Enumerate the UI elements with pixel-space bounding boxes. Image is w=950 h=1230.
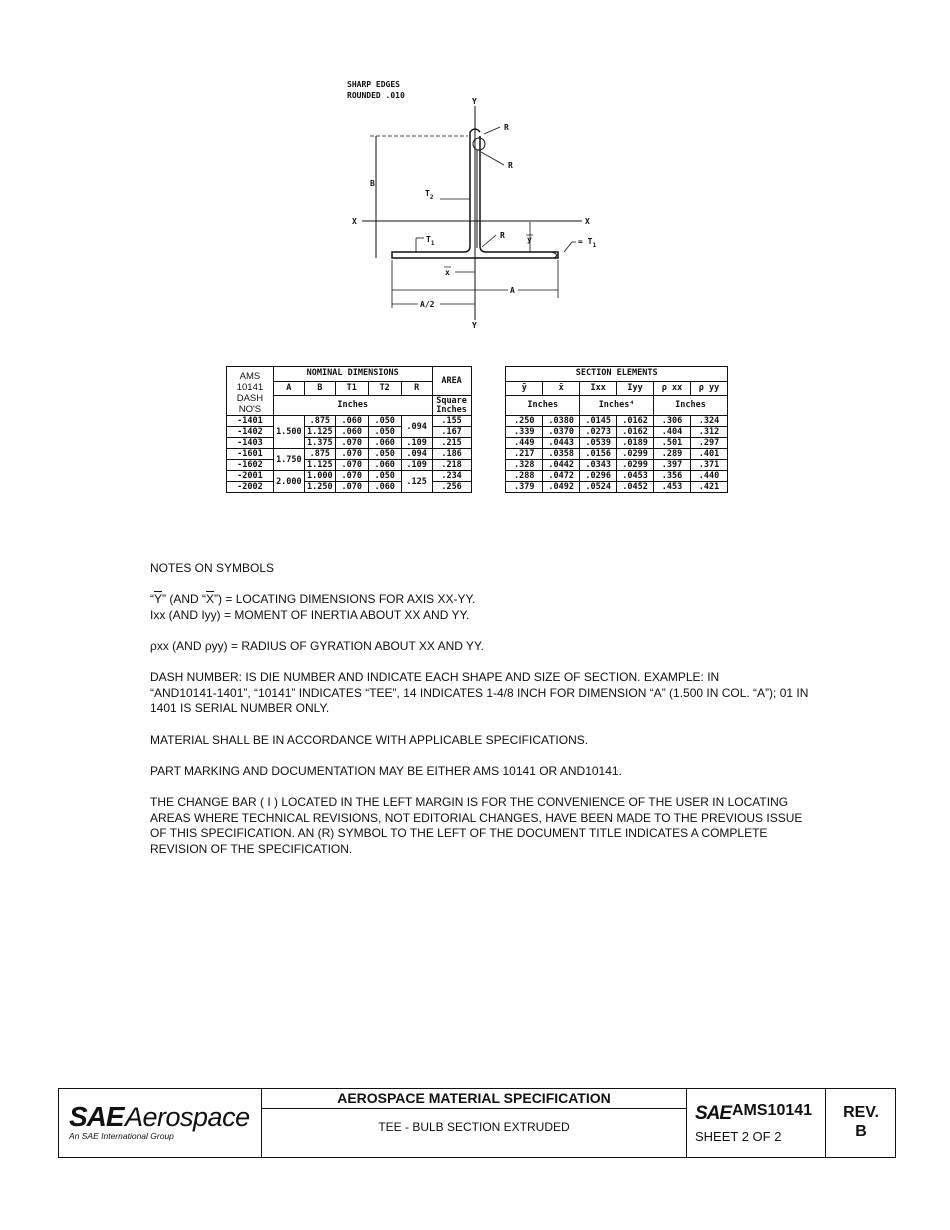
change-note-line3: OF THIS SPECIFICATION. AN (R) SYMBOL TO THE LEFT OF THE DOCUMENT TITLE INDICATES A COMPLETE: [150, 826, 768, 841]
section-elements-header: SECTION ELEMENTS: [506, 367, 728, 382]
t1-cell: .070: [335, 449, 368, 460]
sym1-x: $\overline{X}$: [206, 592, 215, 607]
col-b-header: B: [304, 381, 335, 396]
a-cell: 1.750: [273, 449, 304, 471]
sym1-y: $\overline{Y}$: [154, 592, 163, 607]
area-cell: .215: [432, 438, 471, 449]
xbar-cell: .0380: [543, 416, 580, 427]
t1-cell: .070: [335, 482, 368, 493]
label-r2: R: [508, 161, 513, 170]
xbar-cell: .0370: [543, 427, 580, 438]
xbar-cell: .0358: [543, 449, 580, 460]
x-axis-label-right: X: [585, 217, 590, 226]
tee-section-drawing: [340, 72, 640, 334]
iyy-cell: .0452: [617, 482, 654, 493]
r2-leader: [481, 152, 504, 165]
ybar-cell: .339: [506, 427, 543, 438]
logo-sae-text: SAE: [69, 1101, 124, 1132]
r-cell: .109: [401, 438, 432, 449]
revision-cell: [826, 1089, 896, 1157]
dash-note-line1: DASH NUMBER: IS DIE NUMBER AND INDICATE EACH SHAPE AND SIZE OF SECTION. EXAMPLE: IN: [150, 670, 720, 685]
ams-header-4: NO'S: [238, 404, 262, 415]
b-cell: 1.125: [304, 427, 335, 438]
flange-bulb: [552, 252, 557, 258]
ixx-cell: .0145: [580, 416, 617, 427]
spec-type-title: AEROSPACE MATERIAL SPECIFICATION: [262, 1089, 686, 1109]
t2-cell: .050: [368, 471, 401, 482]
area-cell: .167: [432, 427, 471, 438]
iyy-cell: .0299: [617, 449, 654, 460]
pyy-cell: .324: [690, 416, 727, 427]
symbol-ybar-xbar-note: [150, 592, 840, 608]
pyy-cell: .401: [690, 449, 727, 460]
change-note-line2: AREAS WHERE TECHNICAL REVISIONS, NOT EDITORIAL CHANGES, HAVE BEEN MADE TO THE PREVIOUS ISSUE: [150, 810, 803, 825]
label-b: B: [370, 179, 375, 188]
y-axis-label-top: Y: [472, 97, 477, 106]
dash-number-note: [150, 670, 840, 717]
t1-cell: .070: [335, 471, 368, 482]
t2-cell: .050: [368, 416, 401, 427]
xbar-cell: .0443: [543, 438, 580, 449]
units-inches-3: Inches: [654, 396, 728, 416]
pxx-cell: .404: [654, 427, 691, 438]
ixx-cell: .0273: [580, 427, 617, 438]
section-properties-table-wrap: [226, 366, 728, 520]
document-number: AMS10141: [732, 1102, 813, 1119]
label-a2: A/2: [420, 300, 435, 309]
area-cell: .234: [432, 471, 471, 482]
col-ybar-header: ȳ: [506, 381, 543, 396]
pxx-cell: .501: [654, 438, 691, 449]
document-number-cell: [687, 1089, 826, 1157]
r-cell: .109: [401, 460, 432, 471]
pyy-cell: .371: [690, 460, 727, 471]
r-cell: .094: [401, 449, 432, 460]
ams-header-3: DASH: [236, 393, 264, 404]
col-iyy-header: Iyy: [617, 381, 654, 396]
spec-subtitle: TEE - BULB SECTION EXTRUDED: [378, 1120, 570, 1134]
r1-leader: [484, 127, 500, 134]
pxx-cell: .453: [654, 482, 691, 493]
ams-header-1: AMS: [239, 371, 261, 382]
label-t2: $T_2$: [425, 189, 434, 201]
sym1-close: ”) = LOCATING DIMENSIONS FOR AXIS XX-YY.: [214, 592, 476, 607]
pxx-cell: .306: [654, 416, 691, 427]
sheet-number: SHEET 2 OF 2: [695, 1129, 782, 1144]
drawing-note-line2: ROUNDED .010: [347, 91, 405, 100]
title-cell: [262, 1089, 687, 1157]
pxx-cell: .289: [654, 449, 691, 460]
notes-symbols: [150, 592, 840, 623]
units-square: Square: [436, 395, 467, 406]
ixx-cell: .0156: [580, 449, 617, 460]
label-xbar: x: [445, 268, 450, 277]
drawing-note-line1: SHARP EDGES: [347, 80, 400, 89]
ixx-cell: .0296: [580, 471, 617, 482]
table-gap: [471, 367, 506, 493]
iyy-cell: .0453: [617, 471, 654, 482]
area-cell: .256: [432, 482, 471, 493]
units-inches-2: Inches: [506, 396, 580, 416]
xbar-cell: .0492: [543, 482, 580, 493]
t2-cell: .060: [368, 460, 401, 471]
t2-cell: .050: [368, 427, 401, 438]
ybar-cell: .328: [506, 460, 543, 471]
col-t2-header: T2: [368, 381, 401, 396]
iyy-cell: .0299: [617, 460, 654, 471]
b-cell: 1.250: [304, 482, 335, 493]
dash-cell: -1602: [227, 460, 274, 471]
sym1-open: “: [150, 592, 154, 607]
revision-value: B: [855, 1123, 867, 1140]
t1-cell: .070: [335, 438, 368, 449]
b-cell: 1.000: [304, 471, 335, 482]
dash-cell: -1601: [227, 449, 274, 460]
col-pxx-header: ρ xx: [654, 381, 691, 396]
area-cell: .218: [432, 460, 471, 471]
col-r-header: R: [401, 381, 432, 396]
t1-cell: .060: [335, 416, 368, 427]
dash-cell: -1402: [227, 427, 274, 438]
sym1-mid: ” (AND “: [162, 592, 207, 607]
area-cell: .186: [432, 449, 471, 460]
col-pyy-header: ρ yy: [690, 381, 727, 396]
label-r3: R: [500, 231, 505, 240]
b-cell: 1.125: [304, 460, 335, 471]
a-cell: 2.000: [273, 471, 304, 493]
material-note: MATERIAL SHALL BE IN ACCORDANCE WITH APPLICABLE SPECIFICATIONS.: [150, 732, 589, 747]
label-ybar: y: [527, 235, 532, 244]
pxx-cell: .397: [654, 460, 691, 471]
dash-cell: -1401: [227, 416, 274, 427]
ybar-cell: .217: [506, 449, 543, 460]
section-properties-table: [226, 366, 728, 493]
area-cell: .155: [432, 416, 471, 427]
col-ixx-header: Ixx: [580, 381, 617, 396]
sae-aerospace-logo: [59, 1089, 262, 1157]
r-cell: .125: [401, 471, 432, 493]
dash-note-line3: 1401 IS SERIAL NUMBER ONLY.: [150, 701, 330, 716]
xbar-cell: .0442: [543, 460, 580, 471]
iyy-cell: .0162: [617, 416, 654, 427]
title-block: [58, 1088, 896, 1158]
iyy-cell: .0162: [617, 427, 654, 438]
logo-aerospace-text: Aerospace: [125, 1102, 250, 1132]
pyy-cell: .297: [690, 438, 727, 449]
xbar-cell: .0472: [543, 471, 580, 482]
col-a-header: A: [273, 381, 304, 396]
ams-dash-header: [227, 367, 274, 416]
t1-cell: .070: [335, 460, 368, 471]
change-note-line4: REVISION OF THE SPECIFICATION.: [150, 841, 353, 856]
tee-section-figure: [340, 72, 640, 334]
t2-cell: .060: [368, 482, 401, 493]
dash-cell: -2002: [227, 482, 274, 493]
symbol-ixx-note: Ixx (AND Iyy) = MOMENT OF INERTIA ABOUT XX AND YY.: [150, 607, 470, 622]
dash-cell: -2001: [227, 471, 274, 482]
ixx-cell: .0343: [580, 460, 617, 471]
pyy-cell: .421: [690, 482, 727, 493]
logo-subtitle: An SAE International Group: [69, 1131, 174, 1141]
area-header: AREA: [432, 367, 471, 396]
change-note-line1: THE CHANGE BAR ( I ) LOCATED IN THE LEFT MARGIN IS FOR THE CONVENIENCE OF THE USER IN LOCATING: [150, 794, 789, 809]
ybar-cell: .250: [506, 416, 543, 427]
nominal-dimensions-header: NOMINAL DIMENSIONS: [273, 367, 432, 382]
iyy-cell: .0189: [617, 438, 654, 449]
b-cell: .875: [304, 416, 335, 427]
label-t1: $T_1$: [426, 235, 435, 247]
change-bar-note: [150, 795, 840, 857]
revision-label: REV.: [843, 1104, 879, 1121]
pyy-cell: .440: [690, 471, 727, 482]
t2-cell: .050: [368, 449, 401, 460]
b-cell: .875: [304, 449, 335, 460]
r3-leader: [482, 235, 496, 247]
label-eq-t1: = $T_1$: [578, 237, 597, 249]
ixx-cell: .0539: [580, 438, 617, 449]
y-axis-label-bottom: Y: [472, 321, 477, 330]
b-cell: 1.375: [304, 438, 335, 449]
units-square2: Inches: [436, 404, 467, 415]
pxx-cell: .356: [654, 471, 691, 482]
r-cell: .094: [401, 416, 432, 438]
units-inches-4: Inches⁴: [580, 396, 654, 416]
ixx-cell: .0524: [580, 482, 617, 493]
notes-section: [150, 561, 840, 873]
col-xbar-header: x̄: [543, 381, 580, 396]
units-square-inches: [432, 396, 471, 416]
notes-heading: NOTES ON SYMBOLS: [150, 561, 275, 575]
marking-note: PART MARKING AND DOCUMENTATION MAY BE EITHER AMS 10141 OR AND10141.: [150, 763, 622, 778]
pyy-cell: .312: [690, 427, 727, 438]
ams-header-2: 10141: [236, 382, 264, 393]
dash-cell: -1403: [227, 438, 274, 449]
a-cell: 1.500: [273, 416, 304, 449]
ybar-cell: .379: [506, 482, 543, 493]
x-axis-label-left: X: [352, 217, 357, 226]
eq-t1-leader: [564, 242, 576, 252]
symbol-rho-note: ρxx (AND ρyy) = RADIUS OF GYRATION ABOUT XX AND YY.: [150, 638, 484, 653]
col-t1-header: T1: [335, 381, 368, 396]
ybar-cell: .449: [506, 438, 543, 449]
label-r1: R: [504, 123, 509, 132]
doc-sae-logo: SAE: [695, 1103, 732, 1124]
units-inches: Inches: [273, 396, 432, 416]
dash-note-line2: “AND10141-1401”, “10141” INDICATES “TEE”, 14 INDICATES 1-4/8 INCH FOR DIMENSION “A” (1.500 IN COL. “A”); 01 IN: [150, 685, 809, 700]
label-a: A: [510, 286, 515, 295]
ybar-cell: .288: [506, 471, 543, 482]
t2-cell: .060: [368, 438, 401, 449]
t1-cell: .060: [335, 427, 368, 438]
